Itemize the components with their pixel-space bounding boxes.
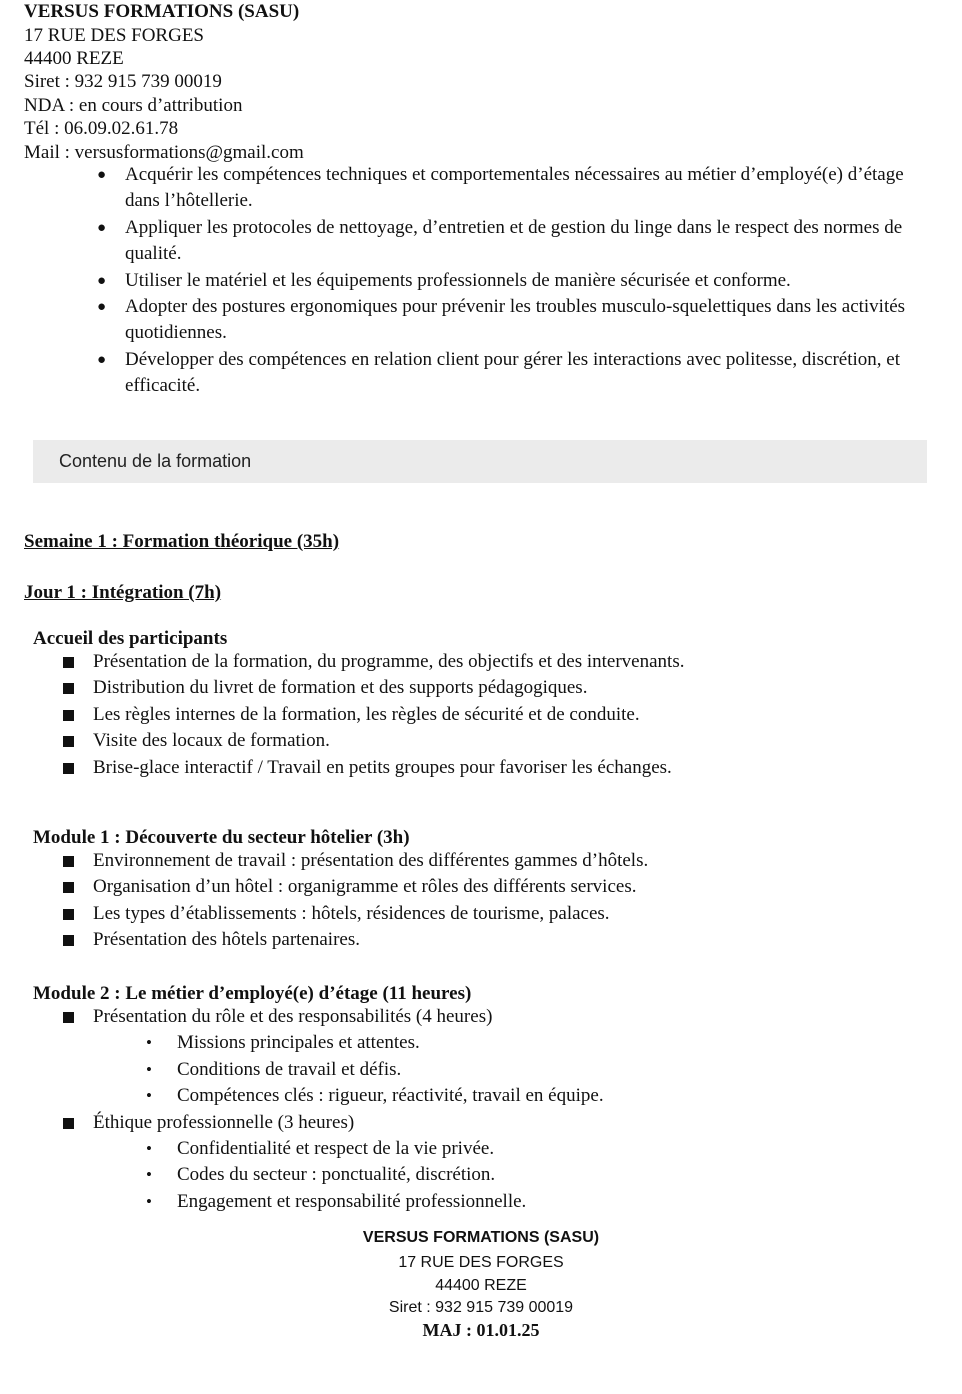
list-item: Brise-glace interactif / Travail en petits groupes pour favoriser les échanges. xyxy=(0,755,962,781)
square-bullet-icon xyxy=(63,882,74,893)
square-bullet-icon xyxy=(63,710,74,721)
list-item: Organisation d’un hôtel : organigramme et rôles des différents services. xyxy=(0,874,962,900)
footer-city: 44400 REZE xyxy=(435,1277,527,1294)
footer-update-date: MAJ : 01.01.25 xyxy=(422,1320,540,1340)
objective-item: ● Développer des compétences en relation client pour gérer les interactions avec politesse, discrétion, et efficacité. xyxy=(97,348,901,397)
dot-bullet-icon: • xyxy=(146,1086,152,1106)
section-heading-bar xyxy=(33,440,927,483)
section-title: Contenu de la formation xyxy=(59,451,252,471)
header-city: 44400 REZE xyxy=(24,48,124,69)
accueil-title: Accueil des participants xyxy=(33,628,228,649)
sub-list-item: • Codes du secteur : ponctualité, discrétion. xyxy=(0,1162,962,1188)
square-bullet-icon xyxy=(63,1118,74,1129)
square-bullet-icon xyxy=(63,856,74,867)
dot-bullet-icon: • xyxy=(146,1139,152,1159)
module1-section xyxy=(0,848,962,954)
footer-street: 17 RUE DES FORGES xyxy=(398,1254,564,1271)
list-item: Visite des locaux de formation. xyxy=(0,728,962,754)
sub-list-item: • Engagement et responsabilité professionnelle. xyxy=(0,1189,962,1215)
list-item: Les types d’établissements : hôtels, résidences de tourisme, palaces. xyxy=(0,901,962,927)
square-bullet-icon xyxy=(63,657,74,668)
module2-list xyxy=(0,1110,962,1136)
objectives-list xyxy=(0,162,962,400)
objective-item: ● Utiliser le matériel et les équipements professionnels de manière sécurisée et conforme. xyxy=(0,268,962,294)
module1-title: Module 1 : Découverte du secteur hôtelier (3h) xyxy=(33,827,410,848)
module2-list xyxy=(0,1004,962,1030)
square-bullet-icon xyxy=(63,935,74,946)
module2-section xyxy=(0,1004,962,1215)
accueil-list xyxy=(0,649,962,781)
footer-company: VERSUS FORMATIONS (SASU) xyxy=(362,1229,600,1246)
list-item: Présentation de la formation, du programme, des objectifs et des intervenants. xyxy=(0,649,962,675)
objective-item: ● Appliquer les protocoles de nettoyage, d’entretien et de gestion du linge dans le respect des normes de qualité. xyxy=(97,216,903,265)
square-bullet-icon xyxy=(63,763,74,774)
circle-bullet-icon: ● xyxy=(97,272,107,289)
day-title: Jour 1 : Intégration (7h) xyxy=(24,582,222,603)
circle-bullet-icon: ● xyxy=(97,219,107,236)
dot-bullet-icon: • xyxy=(146,1191,152,1211)
header-tel: Tél : 06.09.02.61.78 xyxy=(24,118,179,139)
list-item: Éthique professionnelle (3 heures) xyxy=(0,1110,962,1136)
list-item: Distribution du livret de formation et des supports pédagogiques. xyxy=(0,675,962,701)
objective-item: ● Acquérir les compétences techniques et comportementales nécessaires au métier d’employé(e) d’étage dans l’hôtellerie. xyxy=(97,164,904,212)
sub-list-item: • Conditions de travail et défis. xyxy=(0,1057,962,1083)
objective-item: ● Adopter des postures ergonomiques pour prévenir les troubles musculo-squelettiques dans les activités quotidiennes. xyxy=(97,296,906,344)
header-nda: NDA : en cours d’attribution xyxy=(24,95,243,116)
module1-list xyxy=(0,848,962,954)
header-street: 17 RUE DES FORGES xyxy=(24,25,204,46)
square-bullet-icon xyxy=(63,909,74,920)
square-bullet-icon xyxy=(63,683,74,694)
week-title: Semaine 1 : Formation théorique (35h) xyxy=(24,531,340,552)
module2-sublist xyxy=(0,1136,962,1215)
sub-list-item: • Compétences clés : rigueur, réactivité, travail en équipe. xyxy=(0,1083,962,1109)
sub-list-item: • Missions principales et attentes. xyxy=(0,1030,962,1056)
module2-title: Module 2 : Le métier d’employé(e) d’étage (11 heures) xyxy=(33,983,472,1004)
header-siret: Siret : 932 915 739 00019 xyxy=(24,71,222,92)
circle-bullet-icon: ● xyxy=(97,351,107,368)
footer-siret: Siret : 932 915 739 00019 xyxy=(388,1299,574,1316)
module2-sublist xyxy=(0,1030,962,1109)
header-mail: Mail : versusformations@gmail.com xyxy=(24,142,304,163)
dot-bullet-icon: • xyxy=(146,1059,152,1079)
list-item: Présentation du rôle et des responsabilités (4 heures) xyxy=(0,1004,962,1030)
header-company: VERSUS FORMATIONS (SASU) xyxy=(24,1,300,22)
list-item: Présentation des hôtels partenaires. xyxy=(0,927,962,953)
accueil-section xyxy=(0,649,962,781)
square-bullet-icon xyxy=(63,736,74,747)
dot-bullet-icon: • xyxy=(146,1033,152,1053)
list-item: Environnement de travail : présentation des différentes gammes d’hôtels. xyxy=(0,848,962,874)
dot-bullet-icon: • xyxy=(146,1165,152,1185)
list-item: Les règles internes de la formation, les règles de sécurité et de conduite. xyxy=(0,702,962,728)
sub-list-item: • Confidentialité et respect de la vie privée. xyxy=(0,1136,962,1162)
square-bullet-icon xyxy=(63,1012,74,1023)
circle-bullet-icon: ● xyxy=(97,167,107,183)
circle-bullet-icon: ● xyxy=(97,299,107,316)
